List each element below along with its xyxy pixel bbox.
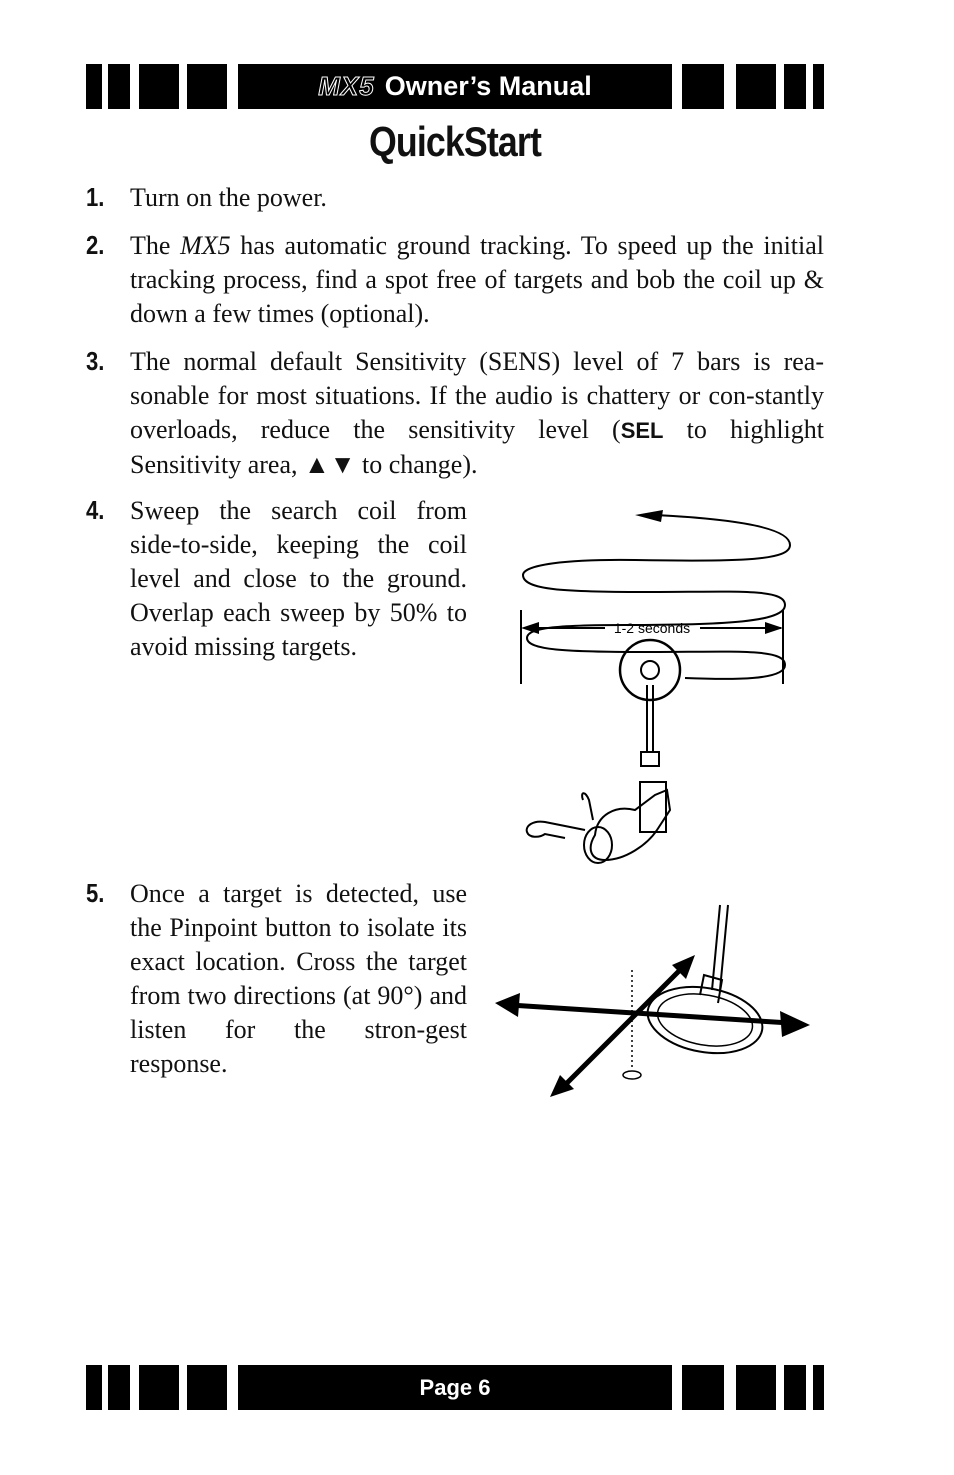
step-3-text: The normal default Sensitivity (SENS) level of 7 bars is rea-sonable for most situations. If the audio is chattery or con-stantly overloads, reduce the sensitivity level (SEL to highlight Sensitivity area, ▲▼ to change). (130, 347, 824, 479)
header-brand-logo: MX5 (318, 71, 375, 101)
step-3-number: 3. (86, 346, 105, 376)
page-title: QuickStart (368, 118, 542, 165)
footer-page-box (238, 1365, 672, 1410)
step-2-text: The MX5 has automatic ground tracking. To speed up the initial tracking process, find a spot free of targets and bob the coil up & down a few times (optional). (130, 231, 825, 328)
header-bar (86, 64, 824, 109)
step-5-number: 5. (86, 878, 105, 908)
step-5-text: Once a target is detected, use the Pinpoint button to isolate its exact location. Cross the target from two directions (at 90°) and listen for the stron-gest response. (130, 879, 467, 1078)
page-number: Page 6 (419, 1374, 491, 1400)
step-1-number: 1. (86, 182, 105, 212)
step-2-number: 2. (86, 230, 105, 260)
sweep-duration-label: 1-2 seconds (613, 620, 691, 636)
header-title-box (238, 64, 672, 109)
step-1-text: Turn on the power. (130, 183, 327, 212)
step-4-text: Sweep the search coil from side-to-side, keeping the coil level and close to the ground. Overlap each sweep by 50% to avoid missing targets. (130, 496, 467, 661)
sel-key-label: SEL (620, 418, 664, 443)
sweep-illustration (505, 500, 805, 875)
step-4-number: 4. (86, 495, 105, 525)
header-title: Owner’s Manual (384, 71, 592, 101)
footer-bar (86, 1365, 824, 1410)
pinpoint-illustration (490, 895, 820, 1105)
